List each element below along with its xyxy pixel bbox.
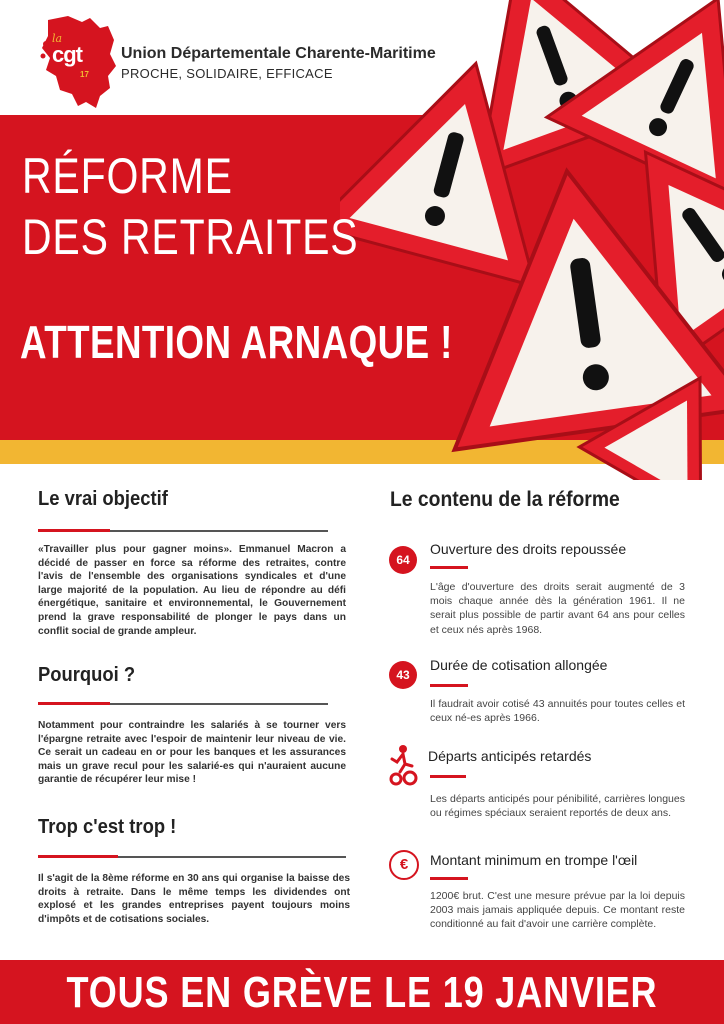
item-text-ouverture: L'âge d'ouverture des droits serait augmenté de 3 mois chaque année dès la génération 1961. Il ne serait plus possible de partir avant 64 ans pour celles et ceux nés après 1968. xyxy=(430,581,685,636)
hero-title-line-1: RÉFORME xyxy=(22,148,233,204)
item-divider xyxy=(430,566,468,569)
badge-64-icon: 64 xyxy=(389,546,417,574)
section-divider-accent xyxy=(38,855,118,858)
warning-signs-illustration xyxy=(340,0,724,480)
item-text-montant: 1200€ brut. C'est une mesure prévue par la loi depuis 2003 mais jamais appliquée depuis. Ce montant reste conditionné au fait d'avoir une carrière complète. xyxy=(430,890,685,931)
item-text-duree: Il faudrait avoir cotisé 43 annuités pour toutes celles et ceux né-es après 1966. xyxy=(430,698,685,725)
item-title-montant: Montant minimum en trompe l'œil xyxy=(430,852,638,868)
section-title-pourquoi: Pourquoi ? xyxy=(38,664,136,686)
section-title-objectif: Le vrai objectif xyxy=(38,488,168,510)
footer-call-to-action: TOUS EN GRÈVE LE 19 JANVIER xyxy=(66,968,658,1017)
section-text-pourquoi: Notamment pour contraindre les salariés à se tourner vers l'épargne retraite avec l'espoir de maintenir leur niveau de vie. Ce serait un cadeau en or pour les banques et les assurances mais un grave recul pour les salarié-es qui n'auraient aucune garantie de récupérer leur mise ! xyxy=(38,720,346,786)
section-divider-accent xyxy=(38,529,110,532)
item-title-departs: Départs anticipés retardés xyxy=(428,748,592,764)
euro-icon: € xyxy=(389,850,419,880)
logo-la-text: la xyxy=(52,32,63,45)
item-title-duree: Durée de cotisation allongée xyxy=(430,657,608,673)
section-title-contenu: Le contenu de la réforme xyxy=(390,488,620,511)
worker-gears-icon xyxy=(386,744,420,786)
logo-17-text: 17 xyxy=(80,70,89,79)
hero-headline: ATTENTION ARNAQUE ! xyxy=(20,316,453,368)
org-tagline: PROCHE, SOLIDAIRE, EFFICACE xyxy=(121,66,333,81)
section-text-trop: Il s'agit de la 8ème réforme en 30 ans qui organise la baisse des droits à retraite. Dans le même temps les dividendes ont explosé et les grandes entreprises payent toujours moins d'impôts et de cotisations sociales. xyxy=(38,873,350,925)
cgt-logo xyxy=(38,14,118,110)
item-text-departs: Les départs anticipés pour pénibilité, carrières longues ou régimes spéciaux seraient reportés de deux ans. xyxy=(430,793,685,820)
section-text-objectif: «Travailler plus pour gagner moins». Emmanuel Macron a décidé de passer en force sa réforme des retraites, contre l'avis de l'ensemble des organisations syndicales et d'une large majorité de la population. Au lieu de répondre au défi énergétique, sanitaire et environnemental, le Gouvernement prend la grave responsabilité de plonger le pays dans un conflit social de grande ampleur. xyxy=(38,544,346,637)
item-divider xyxy=(430,877,468,880)
item-title-ouverture: Ouverture des droits repoussée xyxy=(430,541,627,557)
hero-title-line-2: DES RETRAITES xyxy=(22,209,359,265)
item-divider xyxy=(430,775,466,778)
org-name: Union Départementale Charente-Maritime xyxy=(121,45,436,62)
section-divider-accent xyxy=(38,702,110,705)
logo-cgt-text: cgt xyxy=(52,42,82,67)
section-title-trop: Trop c'est trop ! xyxy=(38,816,177,838)
badge-43-icon: 43 xyxy=(389,661,417,689)
item-divider xyxy=(430,684,468,687)
